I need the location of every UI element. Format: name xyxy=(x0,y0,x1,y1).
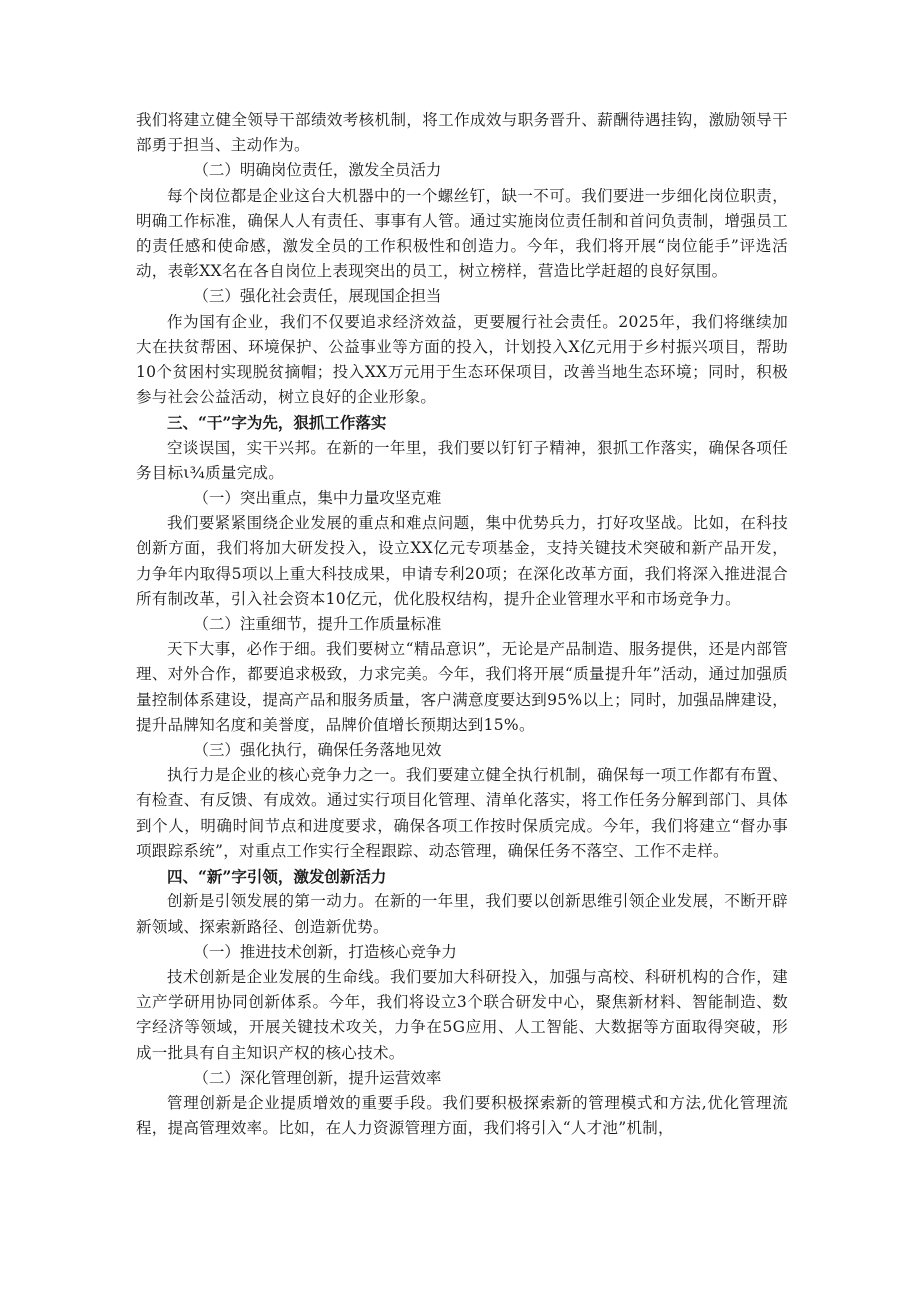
subheading: （二）深化管理创新，提升运营效率 xyxy=(193,1068,442,1087)
paragraph: 作为国有企业，我们不仅要追求经济效益，更要履行社会责任。2025年，我们将继续加大在扶贫帮困、环境保护、公益事业等方面的投入，计划投入X亿元用于乡村振兴项目，帮助10个贫困村实现脱贫摘帽；投入XX万元用于生态环保项目，改善当地生态环境；同时，积极参与社会公益活动，树立良好的企业形象。 xyxy=(136,312,788,407)
subheading: （三）强化社会责任，展现国企担当 xyxy=(193,287,442,306)
paragraph: 空谈误国，实干兴邦。在新的一年里，我们要以钉钉子精神，狠抓工作落实，确保各项任务目标ι¾质量完成。 xyxy=(136,438,788,482)
paragraph: 每个岗位都是企业这台大机器中的一个螺丝钉，缺一不可。我们要进一步细化岗位职责，明确工作标准，确保人人有责任、事事有人管。通过实施岗位责任制和首问负责制，增强员工的责任感和使命感，激发全员的工作积极性和创造力。今年，我们将开展“岗位能手”评选活动，表彰XX名在各自岗位上表现突出的员工，树立榜样，营造比学赶超的良好氛围。 xyxy=(136,186,788,281)
paragraph: 执行力是企业的核心竞争力之一。我们要建立健全执行机制，确保每一项工作都有布置、有检查、有反馈、有成效。通过实行项目化管理、清单化落实，将工作任务分解到部门、具体到个人，明确时间节点和进度要求，确保各项工作按时保质完成。今年，我们将建立“督办事项跟踪系统”，对重点工作实行全程跟踪、动态管理，确保任务不落空、工作不走样。 xyxy=(136,766,788,860)
subheading: （二）明确岗位责任，激发全员活力 xyxy=(193,161,442,180)
section-heading: 四、“新”字引领，激发创新活力 xyxy=(167,867,387,887)
subheading: （一）突出重点，集中力量攻坚克难 xyxy=(193,489,442,508)
paragraph: 技术创新是企业发展的生命线。我们要加大科研投入，加强与高校、科研机构的合作，建立产学研用协同创新体系。今年，我们将设立3个联合研发中心，聚焦新材料、智能制造、数字经济等领域，开展关键技术攻关，力争在5G应用、人工智能、大数据等方面取得突破，形成一批具有自主知识产权的核心技术。 xyxy=(136,967,788,1062)
subheading: （二）注重细节，提升工作质量标准 xyxy=(193,615,442,634)
paragraph: 天下大事，必作于细。我们要树立“精品意识”，无论是产品制造、服务提供，还是内部管理、对外合作，都要追求极致，力求完美。今年，我们将开展“质量提升年”活动，通过加强质量控制体系建设，提高产品和服务质量，客户满意度要达到95%以上；同时，加强品牌建设，提升品牌知名度和美誉度，品牌价值增长预期达到15%。 xyxy=(136,640,788,734)
subheading: （一）推进技术创新，打造核心竞争力 xyxy=(193,942,457,961)
subheading: （三）强化执行，确保任务落地见效 xyxy=(193,741,442,760)
paragraph: 我们将建立健全领导干部绩效考核机制，将工作成效与职务晋升、薪酬待遇挂钩，激励领导干部勇于担当、主动作为。 xyxy=(136,111,788,155)
document-body xyxy=(136,108,788,1141)
paragraph: 管理创新是企业提质增效的重要手段。我们要积极探索新的管理模式和方法,优化管理流程，提高管理效率。比如，在人力资源管理方面，我们将引入“人才池”机制， xyxy=(136,1093,788,1138)
section-heading: 三、“干”字为先，狠抓工作落实 xyxy=(167,413,387,433)
paragraph: 创新是引领发展的第一动力。在新的一年里，我们要以创新思维引领企业发展，不断开辟新领域、探索新路径、创造新优势。 xyxy=(136,892,788,936)
paragraph: 我们要紧紧围绕企业发展的重点和难点问题，集中优势兵力，打好攻坚战。比如，在科技创新方面，我们将加大研发投入，设立XX亿元专项基金，支持关键技术突破和新产品开发，力争年内取得5项以上重大科技成果，申请专利20项；在深化改革方面，我们将深入推进混合所有制改革，引入社会资本10亿元，优化股权结构，提升企业管理水平和市场竞争力。 xyxy=(136,514,788,608)
